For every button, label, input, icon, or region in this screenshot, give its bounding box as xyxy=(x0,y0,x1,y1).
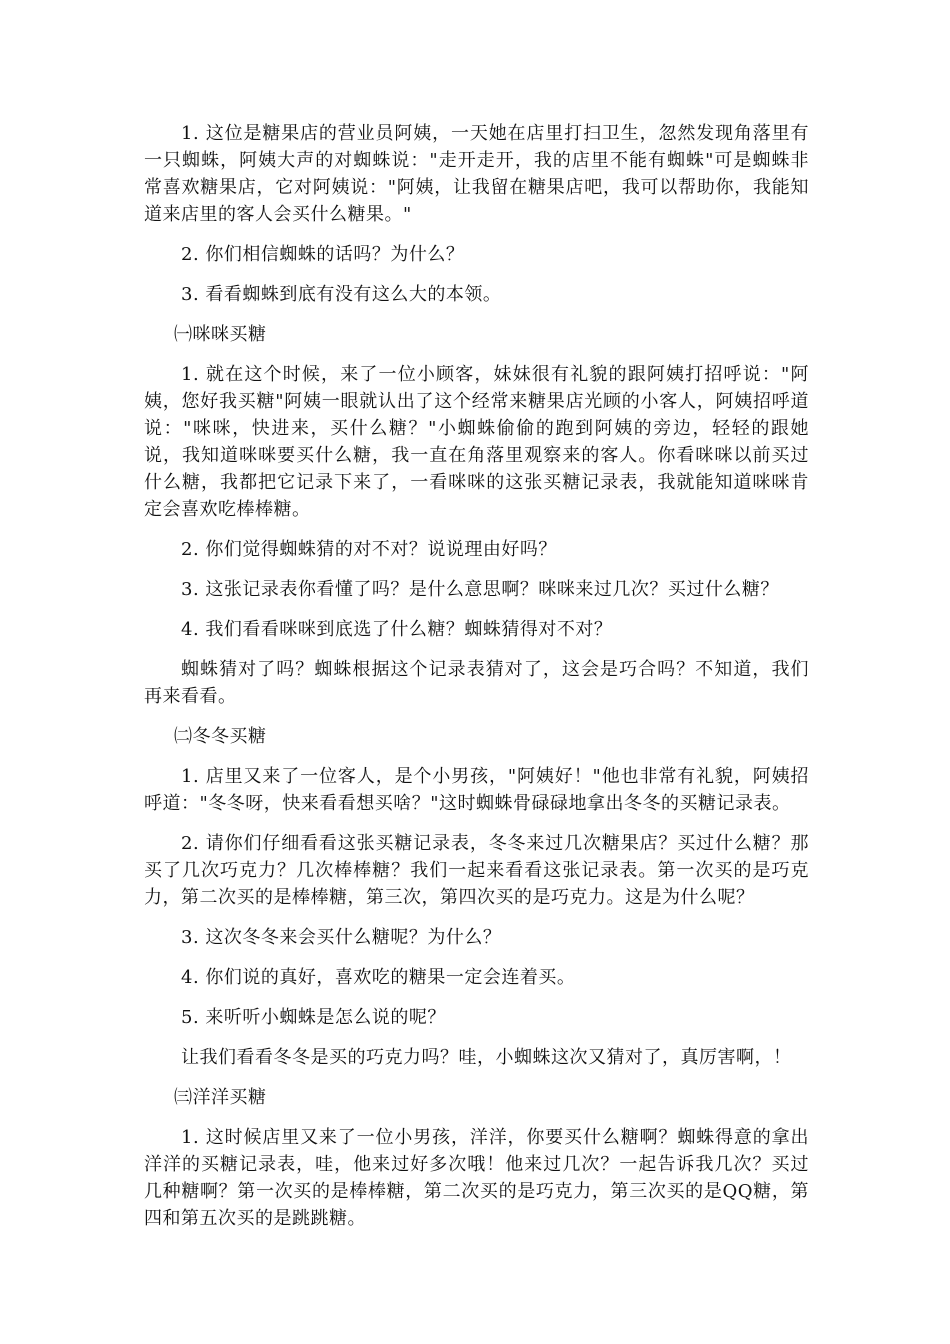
paragraph-mimi-3: 3. 这张记录表你看懂了吗？是什么意思啊？咪咪来过几次？买过什么糖？ xyxy=(181,579,779,600)
section-heading-yangyang: ㈢洋洋买糖 xyxy=(174,1087,267,1108)
paragraph-mimi-4: 4. 我们看看咪咪到底选了什么糖？蜘蛛猜得对不对？ xyxy=(181,619,613,640)
paragraph-dongdong-2: 2. 请你们仔细看看这张买糖记录表，冬冬来过几次糖果店？买过什么糖？那买了几次巧克力？几次棒棒糖？我们一起来看看这张记录表。第一次买的是巧克力，第二次买的是棒棒糖，第三次，第四次买的是巧克力。这是为什么呢？ xyxy=(144,833,809,908)
paragraph-mimi-2: 2. 你们觉得蜘蛛猜的对不对？说说理由好吗？ xyxy=(181,539,557,560)
paragraph-intro-1: 1. 这位是糖果店的营业员阿姨，一天她在店里打扫卫生，忽然发现角落里有一只蜘蛛，阿姨大声的对蜘蛛说："走开走开，我的店里不能有蜘蛛"可是蜘蛛非常喜欢糖果店，它对阿姨说："阿姨，让我留在糖果店吧，我可以帮助你，我能知道来店里的客人会买什么糖果。" xyxy=(144,123,809,225)
document-page xyxy=(144,120,809,1245)
paragraph-dongdong-4: 4. 你们说的真好，喜欢吃的糖果一定会连着买。 xyxy=(181,967,576,988)
paragraph-dongdong-3: 3. 这次冬冬来会买什么糖呢？为什么？ xyxy=(181,927,502,948)
paragraph-dongdong-5: 5. 来听听小蜘蛛是怎么说的呢？ xyxy=(181,1007,446,1028)
paragraph-yangyang-1: 1. 这时候店里又来了一位小男孩，洋洋，你要买什么糖啊？蜘蛛得意的拿出洋洋的买糖记录表，哇，他来过好多次哦！他来过几次？一起告诉我几次？买过几种糖啊？第一次买的是棒棒糖，第二次买的是巧克力，第三次买的是QQ糖，第四和第五次买的是跳跳糖。 xyxy=(144,1127,809,1229)
paragraph-mimi-1: 1. 就在这个时候，来了一位小顾客，妹妹很有礼貌的跟阿姨打招呼说："阿姨，您好我买糖"阿姨一眼就认出了这个经常来糖果店光顾的小客人，阿姨招呼道说："咪咪，快进来，买什么糖？"小蜘蛛偷偷的跑到阿姨的旁边，轻轻的跟她说，我知道咪咪要买什么糖，我一直在角落里观察来的客人。你看咪咪以前买过什么糖，我都把它记录下来了，一看咪咪的这张买糖记录表，我就能知道咪咪肯定会喜欢吃棒棒糖。 xyxy=(144,364,809,520)
paragraph-intro-2: 2. 你们相信蜘蛛的话吗？为什么？ xyxy=(181,244,465,265)
paragraph-dongdong-1: 1. 店里又来了一位客人，是个小男孩，"阿姨好！"他也非常有礼貌，阿姨招呼道："冬冬呀，快来看看想买啥？"这时蜘蛛骨碌碌地拿出冬冬的买糖记录表。 xyxy=(144,766,809,814)
section-heading-dongdong: ㈡冬冬买糖 xyxy=(174,726,267,747)
paragraph-dongdong-summary: 让我们看看冬冬是买的巧克力吗？哇，小蜘蛛这次又猜对了，真厉害啊，！ xyxy=(181,1047,792,1068)
section-heading-mimi: ㈠咪咪买糖 xyxy=(174,324,267,345)
paragraph-intro-3: 3. 看看蜘蛛到底有没有这么大的本领。 xyxy=(181,284,502,305)
paragraph-mimi-summary: 蜘蛛猜对了吗？蜘蛛根据这个记录表猜对了，这会是巧合吗？不知道，我们再来看看。 xyxy=(144,659,809,707)
